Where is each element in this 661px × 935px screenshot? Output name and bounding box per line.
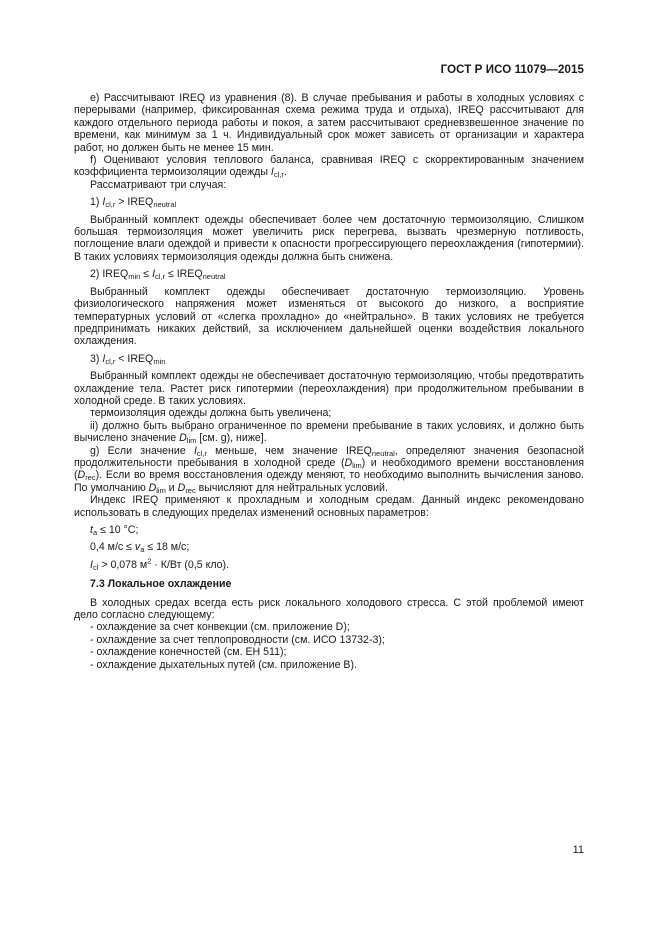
list-item: - охлаждение конечностей (см. ЕН 511); [90,646,287,659]
document-body [74,92,584,671]
paragraph-f: f) Оценивают условия теплового баланса, сравнивая IREQ с скорректированным значением коэффициента термоизоляции одежды $I_{cl,r}$. [74,154,584,180]
range-insulation: $I_{cl} > 0,078$ $м^2 \cdot К/Вт$ (0,5 кло). [90,556,230,572]
item-ii: ii) должно быть выбрано ограниченное по времени пребывание в таких условиях, и должно быть вычислено значение $D_{lim}$ [см. g), ниже]. [74,419,584,446]
standard-header: ГОСТ Р ИСО 11079—2015 [440,64,584,76]
three-cases-intro: Рассматривают три случая: [90,178,227,191]
case-1-formula: 1) $I_{cl,r}$ > $IREQ_{neutral}$ [90,196,177,210]
list-item: - охлаждение за счет теплопроводности (см. ИСО 13732-3); [90,633,385,646]
case-3-formula: 3) $I_{cl,r}$ < $IREQ_{min}$ [90,352,166,366]
paragraph-e: е) Рассчитывают IREQ из уравнения (8). В случае пребывания и работы в холодных условиях с перерывами (например, фиксированная схема режима труда и отдыха), IREQ рассчитывают для каждого отдельного периода работы и покоя, а затем рассчитывают средневзвешенное значение по времени, как минимум за 1 ч. Индивидуальный срок может зависеть от организации и характера работ, но должен быть не менее 15 мин. [74,92,584,154]
item-i: термоизоляция одежды должна быть увеличена; [90,407,332,420]
section-intro: В холодных средах всегда есть риск локального холодового стресса. С этой проблемой имеют дело согласно следующему: [74,596,584,622]
case-3-text: Выбранный комплект одежды не обеспечивает достаточную термоизоляцию, чтобы предотвратить охлаждение тела. Растет риск гипотермии (переохлаждения) при продолжительном пребывании в холодной среде. В таких условиях. [74,370,584,407]
case-2-formula: 2) $IREQ_{min} \le I_{cl,r}$ ≤ $IREQ_{neutral}$ [90,268,226,282]
section-title: 7.3 Локальное охлаждение [90,578,232,591]
page-number: 11 [572,844,584,856]
case-2-text: Выбранный комплект одежды обеспечивает достаточную термоизоляцию. Уровень физиологического напряжения может изменяться от высокого до низкого, а восприятие температурных условий от «слегка прохладно» до «нейтрально». В таких условиях не требуется предпринимать никаких действий, за исключением дальнейшей оценки воздействия локального охлаждения. [74,285,584,348]
paragraph-g: g) Если значение $I_{cl,r}$ меньше, чем значение $IREQ_{neutral}$, определяют значения безопасной продолжительности пребывания в холодной среде $(D_{lim})$ и необходимого времени восстановления $(D_{rec})$. Если во время восстановления одежду меняют, то необходимо выполнить вычисления заново. По умолчанию $D_{lim}$ и $D_{rec}$ вычисляют для нейтральных условий. [74,444,584,495]
case-1-text: Выбранный комплект одежды обеспечивает более чем достаточную термоизоляцию. Слишком большая термоизоляция может увеличить риск перегрева, вызвать чрезмерную потливость, поглощение влаги одеждой и привести к опасности прогрессирующего переохлаждения (гипотермии). В таких условиях термоизоляция одежды должна быть снижена. [74,213,584,263]
index-description: Индекс IREQ применяют к прохладным и холодным средам. Данный индекс рекомендовано использовать в следующих пределах изменений основных параметров: [74,494,584,519]
list-item: - охлаждение за счет конвекции (см. приложение D); [90,621,350,634]
range-temperature: $t_a \le 10$ °С; [90,524,139,537]
range-air-velocity: 0,4 $м/с \le v_a \le 18$ м/с; [90,541,190,555]
list-item: - охлаждение дыхательных путей (см. приложение В). [90,658,357,671]
